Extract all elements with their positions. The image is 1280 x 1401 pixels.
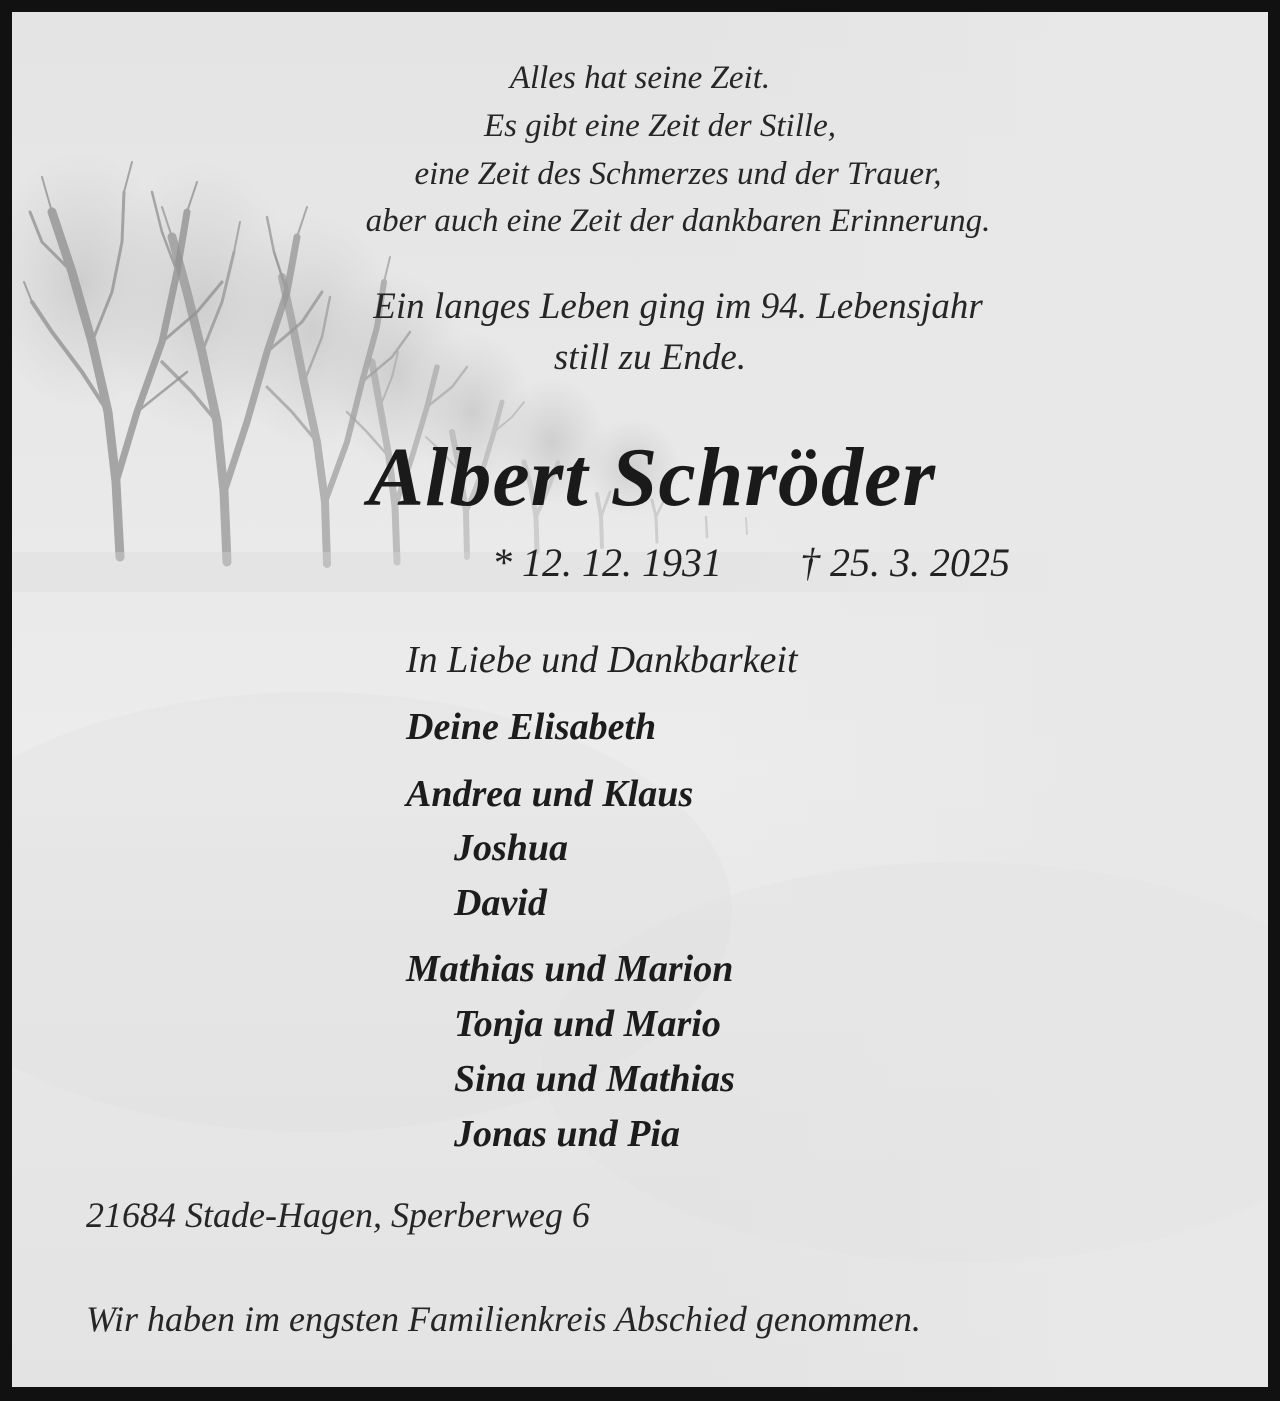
closing-line: Wir haben im engsten Familienkreis Abschied genommen. [86, 1299, 921, 1339]
mourner-grandchild: Sina und Mathias [454, 1058, 735, 1100]
poem-line-1: Alles hat seine Zeit. [509, 60, 771, 96]
poem-line-2: Es gibt eine Zeit der Stille, [484, 108, 836, 144]
mourner-spouse: Deine Elisabeth [406, 706, 657, 748]
mourner-family-1: Andrea und Klaus [406, 773, 694, 815]
intro-line-2: still zu Ende. [553, 337, 747, 378]
birth-date: * 12. 12. 1931 [492, 540, 722, 585]
deceased-name: Albert Schröder [367, 431, 937, 524]
death-date: † 25. 3. 2025 [800, 540, 1010, 585]
poem-line-4: aber auch eine Zeit der dankbaren Erinnerung. [365, 203, 991, 239]
dedication-line: In Liebe und Dankbarkeit [406, 639, 798, 681]
address-line: 21684 Stade-Hagen, Sperberweg 6 [86, 1195, 590, 1235]
mourner-grandchild: Jonas und Pia [454, 1113, 680, 1155]
mourner-grandchild: Joshua [454, 827, 569, 869]
mourner-grandchild: Tonja und Mario [454, 1003, 721, 1045]
mourner-family-2: Mathias und Marion [406, 948, 734, 990]
mourner-grandchild: David [454, 882, 547, 924]
intro-line-1: Ein langes Leben ging im 94. Lebensjahr [373, 286, 983, 327]
poem-line-3: eine Zeit des Schmerzes und der Trauer, [414, 156, 942, 192]
